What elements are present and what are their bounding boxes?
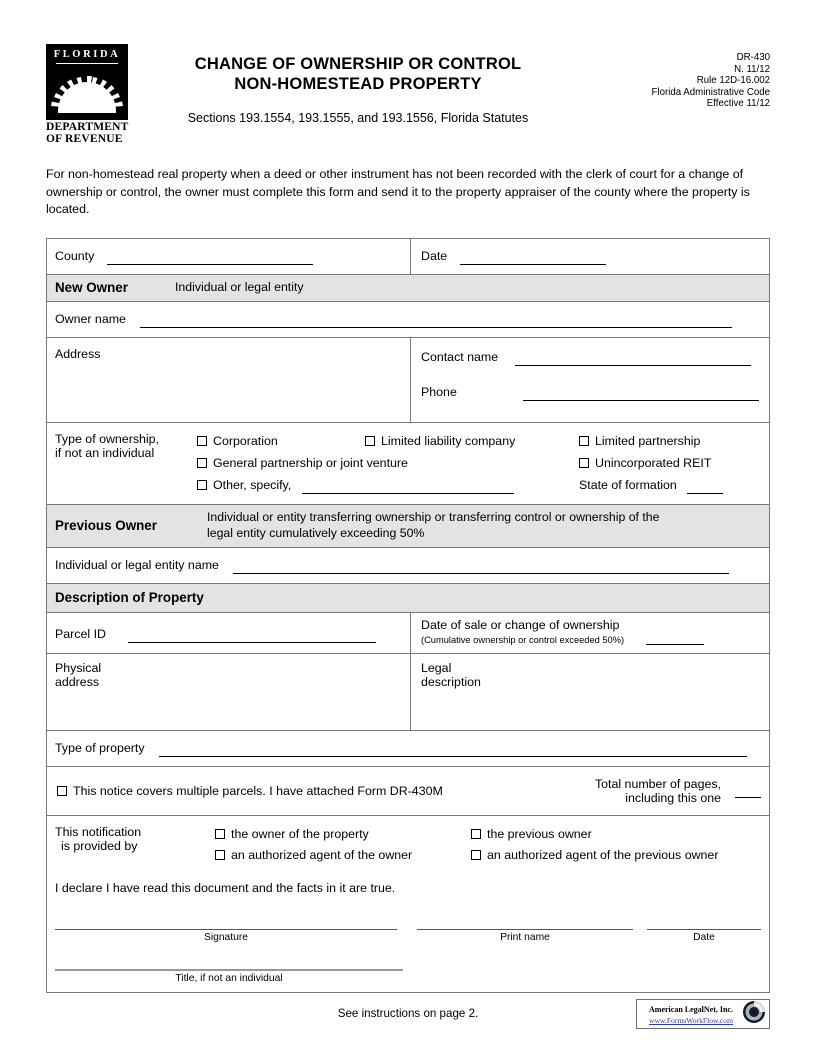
legal-description-label-line2: description	[421, 675, 481, 689]
phone-row	[421, 383, 761, 401]
label-multiple-parcels: This notice covers multiple parcels. I have attached Form DR-430M	[73, 784, 443, 798]
parcel-id-cell	[47, 613, 411, 653]
pages-label-line2: including this one	[625, 791, 721, 805]
signature-date-caption: Date	[693, 932, 715, 943]
provided-by-label-line1: This notification	[55, 825, 142, 839]
contact-name-row	[421, 348, 761, 366]
label-limited-partnership: Limited partnership	[595, 434, 701, 448]
checkbox-agent-of-owner[interactable]	[215, 850, 225, 860]
print-name-line[interactable]	[417, 929, 633, 930]
logo-caption-line1: DEPARTMENT	[46, 121, 129, 133]
label-general-partnership: General partnership or joint venture	[213, 456, 408, 470]
statute-sections: Sections 193.1554, 193.1555, and 193.1556, Florida Statutes	[187, 111, 529, 125]
description-band-title: Description of Property	[55, 590, 204, 605]
checkbox-general-partnership[interactable]	[197, 458, 207, 468]
signature-date-field[interactable]	[647, 929, 761, 943]
sunburst-icon	[46, 65, 128, 115]
label-unincorporated-reit: Unincorporated REIT	[595, 456, 712, 470]
ownership-type-cell	[47, 423, 769, 504]
type-of-property-cell	[47, 731, 769, 766]
provided-by-label-line2: is provided by	[61, 839, 138, 853]
legalnet-stamp	[636, 999, 770, 1029]
date-cell	[411, 239, 769, 274]
county-label: County	[55, 248, 95, 263]
page-header	[0, 0, 816, 145]
physical-address-label-line2: address	[55, 675, 100, 689]
legalnet-circle-logo	[742, 1000, 766, 1029]
previous-owner-name-cell	[47, 548, 769, 583]
checkbox-limited-partnership[interactable]	[579, 436, 589, 446]
parcel-id-label: Parcel ID	[55, 627, 106, 641]
certification-cell	[47, 816, 769, 992]
provided-by-label	[55, 825, 215, 864]
logo-divider	[56, 63, 118, 64]
physical-address-label-line1: Physical	[55, 661, 102, 675]
owner-name-cell	[47, 302, 769, 337]
address-cell[interactable]	[47, 338, 411, 422]
label-agent-of-owner: an authorized agent of the owner	[231, 848, 413, 862]
logo-caption-line2: OF REVENUE	[46, 132, 123, 145]
multiple-parcels-row	[47, 767, 769, 816]
type-of-property-label: Type of property	[55, 741, 145, 755]
title-field[interactable]	[55, 969, 403, 984]
ownership-type-label	[55, 432, 197, 494]
property-description-row	[47, 654, 769, 731]
page-title	[132, 44, 584, 125]
address-contact-row	[47, 338, 769, 423]
contact-name-label: Contact name	[421, 350, 499, 364]
county-cell	[47, 239, 411, 274]
previous-owner-band-sub	[207, 510, 659, 541]
previous-owner-name-label: Individual or legal entity name	[55, 558, 219, 572]
checkbox-corporation[interactable]	[197, 436, 207, 446]
checkbox-agent-of-previous-owner[interactable]	[471, 850, 481, 860]
legalnet-url[interactable]: www.FormsWorkFlow.com	[648, 1015, 734, 1025]
logo-black-box	[46, 44, 128, 120]
instructions-note: See instructions on page 2.	[337, 1007, 479, 1020]
intro-paragraph: For non-homestead real property when a deed or other instrument has not been recorded with the clerk of court for a change of ownership or control, the owner must complete this form and send it to the property appraiser of the county where the property is located.	[46, 167, 750, 216]
label-owner-of-property: the owner of the property	[231, 827, 369, 841]
pages-label-line1: Total number of pages,	[594, 777, 721, 791]
other-specify-input[interactable]	[302, 481, 514, 494]
meta-revision: N. 11/12	[734, 63, 770, 75]
address-label: Address	[55, 347, 101, 361]
meta-code: Florida Administrative Code	[651, 86, 770, 98]
physical-address-cell[interactable]	[47, 654, 411, 730]
title-line-1: CHANGE OF OWNERSHIP OR CONTROL	[194, 55, 522, 73]
previous-owner-band	[47, 505, 769, 548]
ownership-type-label-line1: Type of ownership,	[55, 432, 160, 446]
signature-date-line[interactable]	[647, 929, 761, 930]
ownership-type-label-line2: if not an individual	[55, 446, 155, 460]
logo-caption	[46, 122, 128, 145]
meta-form-number: DR-430	[736, 52, 770, 63]
new-owner-band-sub: Individual or legal entity	[175, 279, 304, 294]
print-name-field[interactable]	[417, 929, 647, 943]
print-name-caption: Print name	[500, 932, 550, 943]
checkbox-limited-liability-company[interactable]	[365, 436, 375, 446]
signature-line[interactable]	[55, 929, 397, 930]
owner-name-label: Owner name	[55, 312, 126, 326]
previous-owner-name-input[interactable]	[233, 561, 729, 574]
description-band	[47, 584, 769, 613]
checkbox-other[interactable]	[197, 480, 207, 490]
logo-florida-text: FLORIDA	[53, 49, 121, 60]
previous-owner-band-title: Previous Owner	[55, 518, 157, 533]
meta-rule: Rule 12D-16.002	[696, 75, 770, 87]
label-limited-liability-company: Limited liability company	[381, 434, 516, 448]
ownership-type-row	[47, 423, 769, 505]
legalnet-stamp-text	[640, 1003, 742, 1026]
previous-owner-name-row	[47, 548, 769, 584]
state-of-formation-label: State of formation	[579, 478, 677, 492]
checkbox-owner-of-property[interactable]	[215, 829, 225, 839]
legalnet-name: American LegalNet, Inc.	[649, 1004, 733, 1014]
florida-dor-logo	[46, 44, 132, 145]
multiple-parcels-cell	[47, 767, 769, 815]
signature-caption: Signature	[203, 932, 249, 943]
form-body	[46, 238, 770, 994]
form-metadata	[584, 44, 770, 110]
title-line[interactable]	[55, 969, 403, 971]
new-owner-band-title: New Owner	[55, 279, 128, 295]
new-owner-band	[47, 275, 769, 303]
title-line-2: NON-HOMESTEAD PROPERTY	[234, 75, 482, 93]
certification-row	[47, 816, 769, 992]
previous-owner-band-sub-line2: legal entity cumulatively exceeding 50%	[207, 525, 425, 540]
date-input[interactable]	[460, 252, 606, 265]
state-of-formation-input[interactable]	[687, 481, 723, 494]
label-other: Other, specify,	[213, 478, 292, 492]
legal-description-cell[interactable]	[411, 654, 769, 730]
signature-field[interactable]	[55, 929, 417, 943]
pages-label	[595, 777, 725, 805]
label-corporation: Corporation	[213, 434, 278, 448]
parcel-sale-row	[47, 613, 769, 654]
type-of-property-input[interactable]	[159, 744, 747, 757]
county-date-row	[47, 239, 769, 275]
contact-cell	[411, 338, 769, 422]
phone-label: Phone	[421, 385, 457, 399]
date-of-sale-cell	[411, 613, 769, 653]
date-of-sale-input[interactable]	[646, 632, 704, 645]
checkbox-multiple-parcels[interactable]	[57, 786, 67, 796]
previous-owner-band-sub-line1: Individual or entity transferring ownership or transferring control or ownership of the	[207, 510, 660, 524]
title-caption: Title, if not an individual	[175, 973, 283, 984]
checkbox-unincorporated-reit[interactable]	[579, 458, 589, 468]
parcel-id-input[interactable]	[128, 630, 376, 643]
pages-input[interactable]	[735, 785, 761, 798]
phone-input[interactable]	[523, 388, 759, 401]
legal-description-label-line1: Legal	[421, 661, 452, 675]
owner-name-input[interactable]	[140, 315, 732, 328]
owner-name-row	[47, 302, 769, 338]
label-previous-owner: the previous owner	[487, 827, 592, 841]
contact-name-input[interactable]	[515, 353, 751, 366]
date-of-sale-label: Date of sale or change of ownership	[421, 618, 620, 632]
meta-effective: Effective 11/12	[706, 98, 770, 110]
date-label: Date	[421, 248, 448, 263]
county-input[interactable]	[107, 252, 313, 265]
type-of-property-row	[47, 731, 769, 767]
date-of-sale-sub: (Cumulative ownership or control exceeded 50%)	[421, 635, 625, 645]
label-agent-of-previous-owner: an authorized agent of the previous owner	[487, 848, 719, 862]
checkbox-previous-owner[interactable]	[471, 829, 481, 839]
declaration-text: I declare I have read this document and the facts in it are true.	[55, 881, 396, 895]
